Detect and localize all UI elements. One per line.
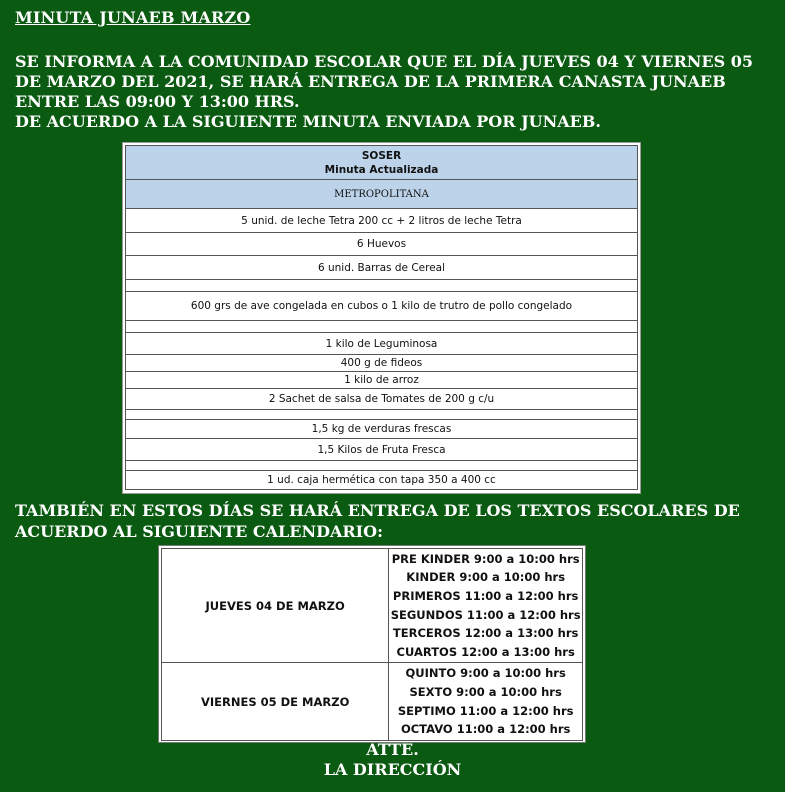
minuta-item [126,321,638,333]
minuta-item [126,280,638,292]
page-heading: MINUTA JUNAEB MARZO [15,8,251,27]
closing-signature [0,740,785,780]
calendar-slot: SEPTIMO 11:00 a 12:00 hrs [397,703,574,718]
textos-line: TAMBIÉN EN ESTOS DÍAS SE HARÁ ENTREGA DE LOS TEXTOS ESCOLARES DE [15,501,740,520]
minuta-title: SOSER [361,149,402,162]
intro-line: ENTRE LAS 09:00 Y 13:00 HRS. [15,92,300,111]
textos-paragraph [15,500,780,542]
calendar-slot: SEGUNDOS 11:00 a 12:00 hrs [390,607,581,622]
minuta-item [126,410,638,420]
calendar-day: VIERNES 05 DE MARZO [162,663,389,741]
minuta-item: 1 ud. caja hermética con tapa 350 a 400 cc [126,471,638,490]
minuta-item: 6 Huevos [126,233,638,256]
intro-line: SE INFORMA A LA COMUNIDAD ESCOLAR QUE EL DÍA JUEVES 04 Y VIERNES 05 [15,52,753,71]
minuta-item: 1,5 kg de verduras frescas [126,420,638,439]
minuta-header-cell [126,146,638,180]
calendar-slot: CUARTOS 12:00 a 13:00 hrs [396,644,575,659]
minuta-item: 1 kilo de Leguminosa [126,333,638,355]
calendar-slot: OCTAVO 11:00 a 12:00 hrs [400,722,571,737]
calendar-slots [389,549,583,663]
closing-line: ATTE. [366,740,419,759]
calendar-slot: PRIMEROS 11:00 a 12:00 hrs [392,588,579,603]
textos-line: ACUERDO AL SIGUIENTE CALENDARIO: [15,522,383,541]
calendar-slot: PRE KINDER 9:00 a 10:00 hrs [391,551,580,566]
minuta-item [126,461,638,471]
minuta-item: 5 unid. de leche Tetra 200 cc + 2 litros de leche Tetra [126,209,638,233]
closing-line: LA DIRECCIÓN [323,760,462,779]
minuta-item: 400 g de fideos [126,355,638,372]
calendar-day: JUEVES 04 DE MARZO [162,549,389,663]
minuta-region: METROPOLITANA [126,180,638,209]
minuta-item: 6 unid. Barras de Cereal [126,256,638,280]
calendar-slot: KINDER 9:00 a 10:00 hrs [406,570,566,585]
calendar-slots [389,663,583,741]
calendar-slot: TERCEROS 12:00 a 13:00 hrs [392,626,579,641]
calendar-slot: QUINTO 9:00 a 10:00 hrs [405,666,566,681]
minuta-item: 1,5 Kilos de Fruta Fresca [126,439,638,461]
intro-paragraph [15,52,780,132]
minuta-item: 2 Sachet de salsa de Tomates de 200 g c/u [126,389,638,410]
calendar-slot: SEXTO 9:00 a 10:00 hrs [409,684,562,699]
intro-line: DE MARZO DEL 2021, SE HARÁ ENTREGA DE LA PRIMERA CANASTA JUNAEB [15,72,726,91]
intro-line: DE ACUERDO A LA SIGUIENTE MINUTA ENVIADA POR JUNAEB. [15,112,601,131]
minuta-item: 600 grs de ave congelada en cubos o 1 kilo de trutro de pollo congelado [126,292,638,321]
minuta-subtitle: Minuta Actualizada [324,163,439,176]
calendar-table [158,545,586,743]
minuta-table [122,142,641,494]
minuta-item: 1 kilo de arroz [126,372,638,389]
